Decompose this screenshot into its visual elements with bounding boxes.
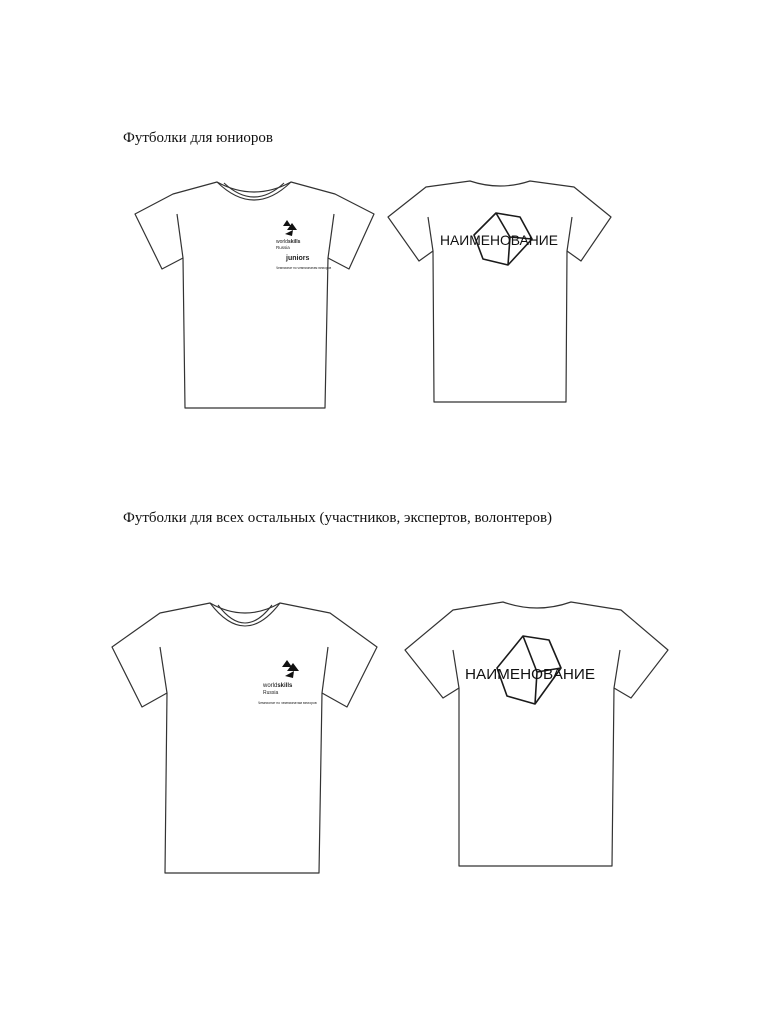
logo-skills-text: skills	[287, 239, 301, 245]
others-tshirt-front	[112, 599, 378, 875]
logo-world-text: world	[276, 239, 288, 245]
back-name-text: НАИМЕНОВАНИЕ	[440, 232, 558, 248]
logo-russia-text: Russia	[263, 690, 279, 696]
logo-skills-text: skills	[277, 683, 293, 689]
juniors-heading: Футболки для юниоров	[123, 130, 273, 146]
logo-caption-text: Чемпионат по чемпионатам юниоров	[258, 701, 317, 705]
logo-juniors-text: juniors	[286, 255, 310, 262]
juniors-tshirt-back	[388, 177, 612, 403]
juniors-tshirt-front	[135, 174, 375, 410]
logo-russia-text: Russia	[276, 245, 290, 250]
logo-world-text: world	[263, 683, 278, 689]
others-tshirt-back	[405, 598, 669, 868]
svg-text:worldskills	[262, 683, 293, 689]
back-name-text: НАИМЕНОВАНИЕ	[465, 666, 595, 683]
others-heading: Футболки для всех остальных (участников, экспертов, волонтеров)	[123, 510, 553, 526]
logo-caption-text: Чемпионат по чемпионатам юниоров	[276, 266, 332, 270]
